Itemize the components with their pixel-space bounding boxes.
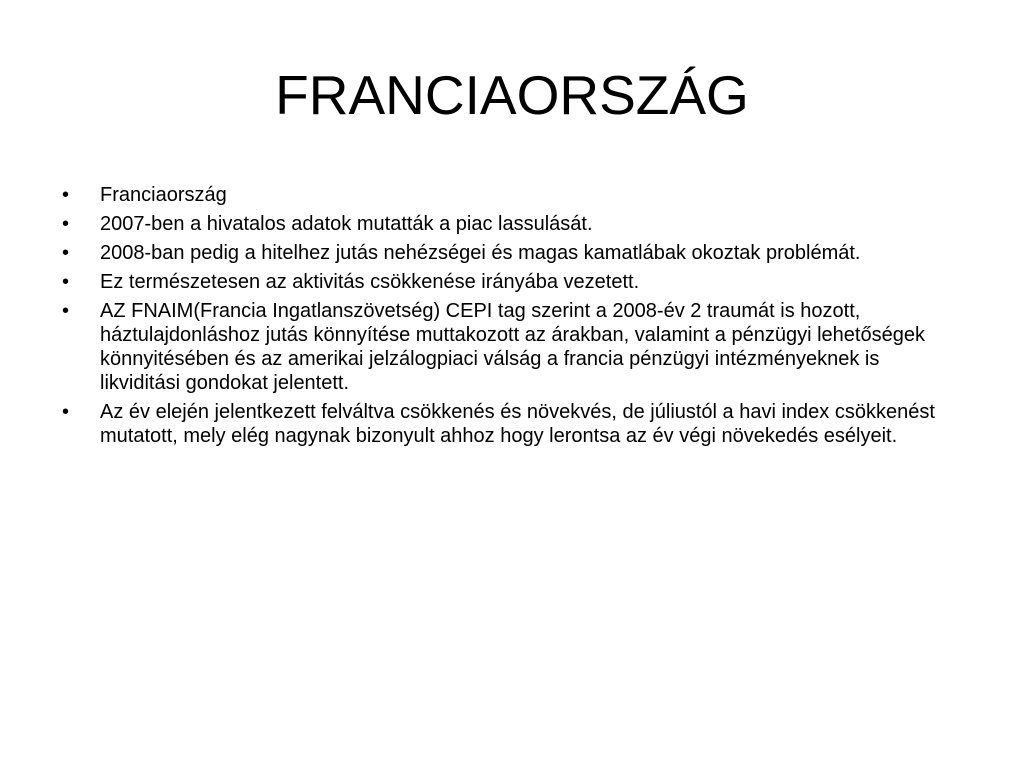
- bullet-text: 2007-ben a hivatalos adatok mutatták a piac lassulását.: [100, 213, 593, 235]
- bullet-list: [62, 183, 962, 453]
- bullet-text: 2008-ban pedig a hitelhez jutás nehézségei és magas kamatlábak okoztak problémát.: [100, 242, 861, 264]
- bullet-item: [62, 270, 962, 294]
- bullet-item: [62, 400, 962, 448]
- bullet-icon: •: [62, 242, 70, 264]
- bullet-text: Ez természetesen az aktivitás csökkenése irányába vezetett.: [100, 271, 640, 293]
- bullet-text: AZ FNAIM(Francia Ingatlanszövetség) CEPI tag szerint a 2008-év 2 traumát is hozott, háztulajdonláshoz jutás könnyítése muttakozott az árakban, valamint a pénzügyi lehetőségek könnyitésében és az amerikai jelzálogpiaci válság a francia pénzügyi intézményeknek is likviditási gondokat jelentett.: [100, 300, 925, 394]
- bullet-item: [62, 241, 962, 265]
- bullet-text: Az év elején jelentkezett felváltva csökkenés és növekvés, de júliustól a havi index csökkenést mutatott, mely elég nagynak bizonyult ahhoz hogy lerontsa az év végi növekedés esélyeit.: [100, 401, 935, 447]
- slide-title: FRANCIAORSZÁG: [275, 64, 749, 126]
- bullet-icon: •: [62, 271, 70, 293]
- bullet-text: Franciaország: [100, 184, 227, 206]
- bullet-item: [62, 212, 962, 236]
- bullet-icon: •: [62, 401, 70, 423]
- bullet-item: [62, 183, 962, 207]
- bullet-item: [62, 299, 962, 395]
- bullet-icon: •: [62, 184, 70, 206]
- bullet-icon: •: [62, 213, 70, 235]
- bullet-icon: •: [62, 300, 70, 322]
